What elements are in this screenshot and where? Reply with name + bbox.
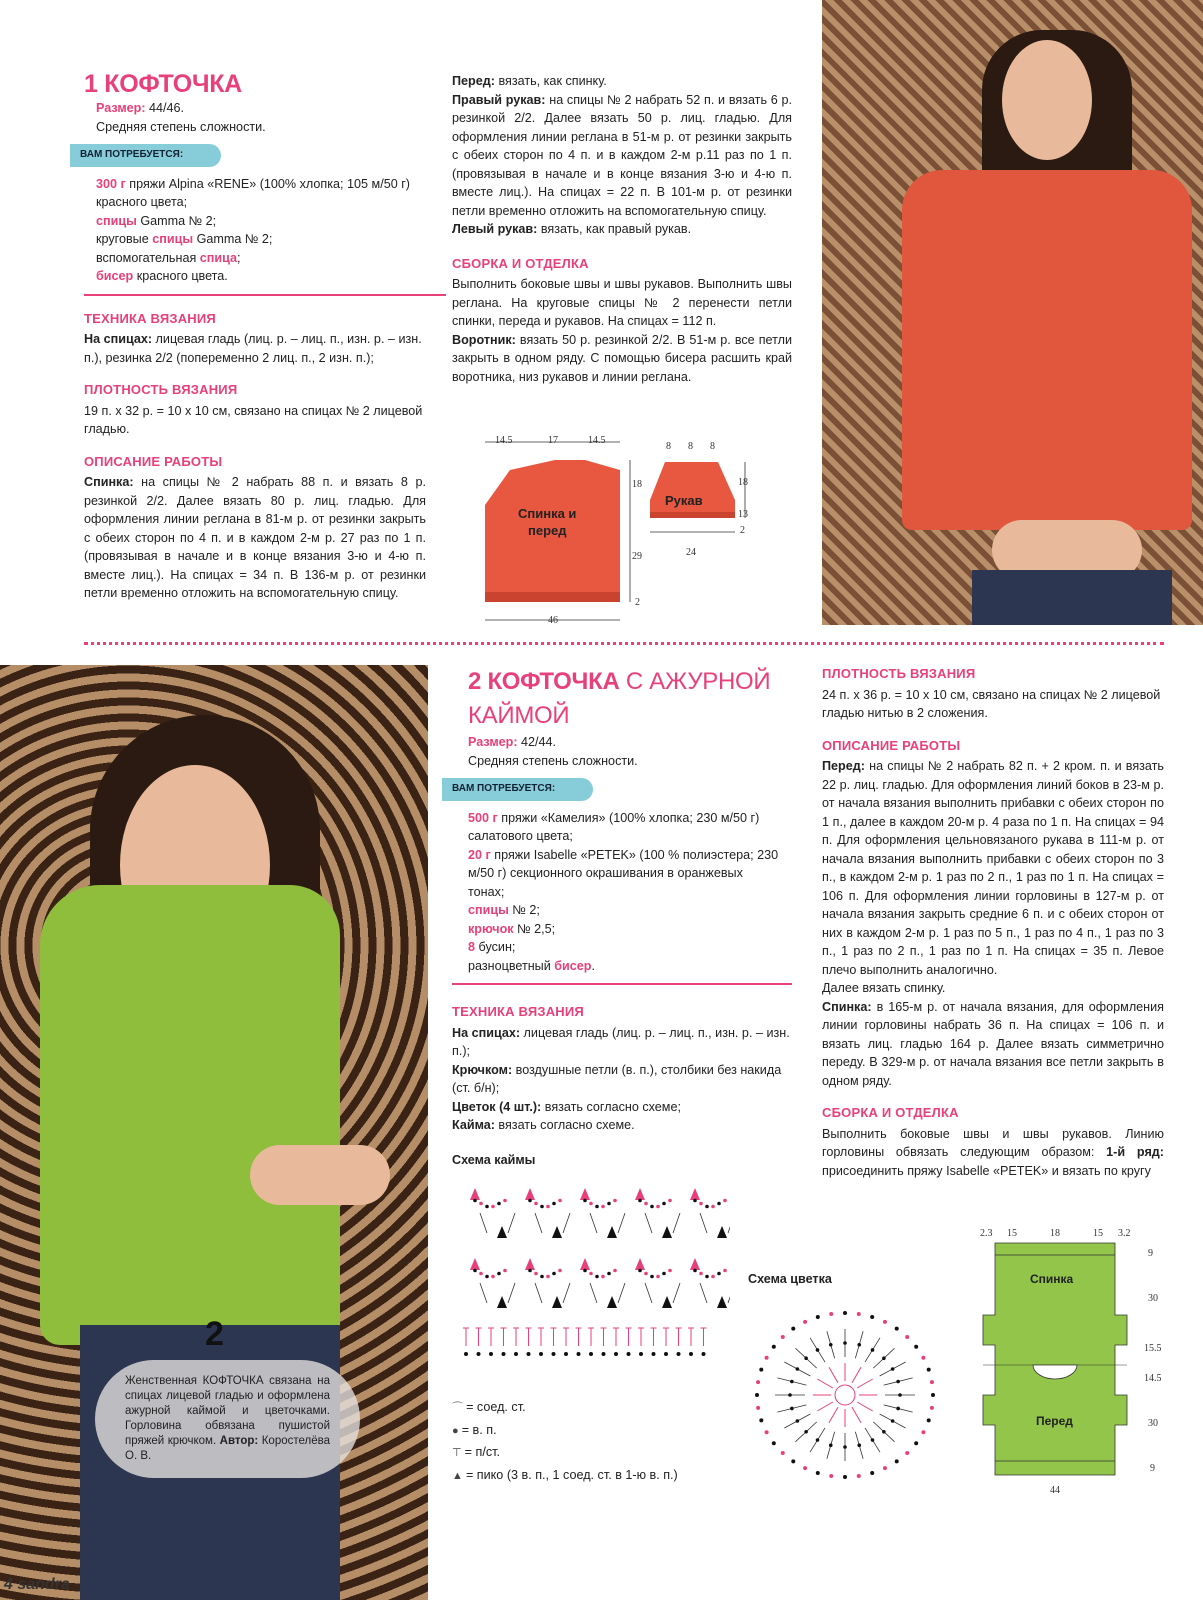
pattern1-material-item: круговые спицы Gamma № 2; (96, 232, 273, 246)
pattern1-materials-list (84, 175, 446, 296)
pattern2-material-item: 500 г пряжи «Камелия» (100% хлопка; 230 м/50 г) салатового цвета; (468, 810, 760, 843)
pattern1-material-item: спицы Gamma № 2; (96, 213, 217, 228)
pattern2-materials-list (452, 809, 792, 986)
scheme-legend (452, 1398, 752, 1488)
pattern2-work-heading: ОПИСАНИЕ РАБОТЫ (822, 737, 961, 753)
pattern1-schematic (470, 430, 770, 630)
pattern1-technique: На спицах: лицевая гладь (лиц. р. – лиц. п., изн. р. – изн. п.), резинка 2/2 (попеременно 2 лиц. п., 2 изн. п.); (84, 332, 422, 365)
pattern2-front-label: Перед (1036, 1414, 1073, 1428)
pattern1-density: 19 п. х 32 р. = 10 х 10 см, связано на спицах № 2 лицевой гладью. (84, 403, 423, 436)
pattern2-assembly-heading: СБОРКА И ОТДЕЛКА (822, 1105, 959, 1120)
sleeve-label: Рукав (665, 493, 703, 508)
pattern1-need-tag: ВАМ ПОТРЕБУЕТСЯ: (70, 144, 221, 167)
pattern2-material-item: крючок № 2,5; (468, 921, 556, 936)
body-rib-band (485, 592, 620, 602)
pattern2-column-right (822, 665, 1164, 1180)
border-scheme (460, 1178, 730, 1378)
dim-sleeve-bottom: 24 (686, 547, 696, 558)
pattern2-back-label: Спинка (1030, 1272, 1074, 1286)
dim-right-2: 30 (1148, 1293, 1158, 1304)
dim-body-right-2: 29 (632, 551, 642, 562)
legend-item: ● = в. п. (452, 1422, 497, 1437)
pattern1-column-left (80, 70, 426, 603)
sleeve-piece-shape (650, 462, 735, 518)
pattern2-back: Спинка: в 165-м р. от начала вязания, для оформления линии горловины набрать 36 п. На спицах = 106 п. и вязать лиц. гладью 164 р. Далее вязать симметрично переду. В 329-м р. от начала вязания все петли закрыть в одном ряду. (822, 999, 1164, 1088)
pattern2-material-item: 8 бусин; (468, 940, 516, 954)
pattern1-material-item: 300 г пряжи Alpina «RENE» (100% хлопка; 105 м/50 г) красного цвета; (96, 176, 410, 209)
pattern1-right-sleeve: Правый рукав: на спицы № 2 набрать 52 п. и вязать 6 р. резинкой 2/2. Далее вязать 50 р. лиц. гладью. Для оформления линии реглана в 51-м р. от резинки закрыть с обеих сторон по 4 п. и в каждом 2-м р.11 раз по 1 п. (провязывая в начале и в конце вязания 3-ю и 4-ю п. вместе лиц.). На спицах = 22 п. В 101-м р. от резинки петли временно отложить на вспомогательную спицу. (452, 92, 792, 218)
pattern2-material-item: 20 г пряжи Isabelle «PETEK» (100 % полиэстера; 230 м/50 г) секционного окрашивания в оранжевых тонах; (468, 847, 779, 899)
dim-sleeve-top-2: 8 (688, 441, 693, 452)
pattern2-density-heading: ПЛОТНОСТЬ ВЯЗАНИЯ (822, 666, 976, 681)
flower-scheme-title: Схема цветка (748, 1272, 832, 1286)
technique-item: На спицах: лицевая гладь (лиц. р. – лиц. п., изн. р. – изн. п.); (452, 1025, 790, 1058)
photo-red-top (822, 0, 1203, 625)
pattern1-density-heading: ПЛОТНОСТЬ ВЯЗАНИЯ (84, 382, 238, 397)
legend-item: ⌒ = соед. ст. (452, 1400, 526, 1414)
dim-top-3: 18 (1050, 1228, 1060, 1239)
pattern1-assembly: Выполнить боковые швы и швы рукавов. Выполнить швы реглана. На круговые спицы № 2 перенести петли спинки, переда и рукавов. На спицах = 112 п. (452, 277, 792, 328)
dim-sleeve-top-1: 8 (666, 441, 671, 452)
pattern2-column-middle (452, 665, 792, 1169)
flower-scheme (750, 1300, 950, 1500)
dim-right-6: 9 (1150, 1463, 1155, 1474)
dim-right-4: 14.5 (1144, 1373, 1162, 1384)
pattern2-density: 24 п. х 36 р. = 10 х 10 см, связано на спицах № 2 лицевой гладью нитью в 2 сложения. (822, 687, 1161, 720)
pattern1-title (84, 70, 426, 99)
dim-body-right-3: 2 (635, 597, 640, 608)
legend-item: ⊤ = п/ст. (452, 1445, 500, 1459)
pattern1-column-middle (452, 72, 792, 386)
dim-body-top-3: 14.5 (588, 435, 606, 446)
dim-body-top-1: 14.5 (495, 435, 513, 446)
page-number: 4 (4, 1575, 13, 1593)
legend-item: ▲ = пико (3 в. п., 1 соед. ст. в 1-ю в. п.) (452, 1467, 678, 1482)
technique-item: Крючком: воздушные петли (в. п.), столбики без накида (ст. б/н); (452, 1062, 782, 1095)
pattern2-difficulty: Средняя степень сложности. (468, 753, 638, 768)
pattern2-schematic (975, 1225, 1145, 1480)
dim-body-bottom: 46 (548, 615, 558, 626)
dim-bottom: 44 (1050, 1485, 1060, 1496)
dim-sleeve-top-3: 8 (710, 441, 715, 452)
pattern1-difficulty: Средняя степень сложности. (96, 119, 266, 134)
pattern2-front-tail: Далее вязать спинку. (822, 981, 946, 995)
dim-right-5: 30 (1148, 1418, 1158, 1429)
dim-sleeve-right-1: 18 (738, 477, 748, 488)
technique-item: Цветок (4 шт.): вязать согласно схеме; (452, 1099, 681, 1114)
pattern1-back: Спинка: на спицы № 2 набрать 88 п. и вязать 8 р. резинкой 2/2. Далее вязать 80 р. лиц. гладью. Для оформления линии реглана в 81-м р. от резинки закрыть с обеих сторон по 4 п. и в каждом 2-м р. 27 раз по 1 п. (провязывая в начале и в конце вязания 3-ю и 4-ю п. вместе лиц.). На спицах = 34 п. В 136-м р. от резинки петли временно отложить на вспомогательную спицу. (84, 475, 426, 600)
body-label-line1: Спинка и (518, 506, 577, 521)
border-scheme-title: Схема каймы (452, 1152, 536, 1167)
dim-top-5: 3.2 (1118, 1228, 1131, 1239)
pattern1-technique-heading: ТЕХНИКА ВЯЗАНИЯ (84, 310, 216, 326)
pattern2-size: Размер: 42/44. (468, 735, 557, 749)
technique-item: Кайма: вязать согласно схеме. (452, 1118, 635, 1132)
body-label-line2: перед (528, 523, 567, 538)
pattern2-material-item: разноцветный бисер. (468, 958, 595, 973)
magazine-brand: sandra (17, 1575, 70, 1593)
dim-sleeve-right-3: 2 (740, 525, 745, 536)
dim-sleeve-right-2: 13 (738, 509, 748, 520)
pattern1-work-heading: ОПИСАНИЕ РАБОТЫ (84, 453, 223, 469)
pattern1-material-item: бисер красного цвета. (96, 269, 228, 283)
dim-top-2: 15 (1007, 1228, 1017, 1239)
dim-top-4: 15 (1093, 1228, 1103, 1239)
pattern2-assembly: Выполнить боковые швы и швы рукавов. Линию горловины обвязать следующим образом: 1-й ряд: присоединить пряжу Isabelle «PETEK» и вязать по кругу (822, 1126, 1164, 1178)
dim-right-1: 9 (1148, 1248, 1153, 1259)
pattern1-assembly-heading: СБОРКА И ОТДЕЛКА (452, 255, 589, 271)
pattern1-title-text: КОФТОЧКА (104, 70, 242, 98)
pattern2-title: 2 КОФТОЧКА С АЖУРНОЙ КАЙМОЙ (468, 668, 771, 729)
pattern2-front: Перед: на спицы № 2 набрать 82 п. + 2 кром. п. и вязать 22 р. лиц. гладью. Для оформления линий боков в 23-м р. от начала вязания выполнить прибавки с обеих сторон по 1 п., далее в каждом 20-м р. 4 раза по 1 п. На спицах = 94 п. Для оформления цельновязаного рукава в 111-м р. от начала вязания выполнить прибавки с обеих сторон по 3 п., в каждом 2-м р. 1 раз по 2 п., 1 раз по 1 п. На спицах = 106 п. Для оформления линии горловины в 127-м р. от начала вязания закрыть средние 6 п. и с обеих сторон от них в каждом 2-м р. 1 раз по 5 п., 1 раз по 4 п., 1 раз по 3 п., 1 раз по 2 п., 1 раз по 1 п. На спицах = 35 п. Левое плечо выполнить аналогично. (822, 759, 1164, 977)
pattern2-need-tag: ВАМ ПОТРЕБУЕТСЯ: (442, 778, 593, 801)
photo2-caption: Женственная КОФТОЧКА связана на спицах лицевой гладью и оформлена ажурной каймой и цветочками. Горловина обвязана пушистой пряжей крючком. Автор: Коростелёва О. В. (95, 1360, 360, 1478)
page-footer (4, 1576, 70, 1595)
dim-right-3: 15.5 (1144, 1343, 1162, 1354)
pattern1-front: Перед: вязать, как спинку. (452, 74, 607, 88)
dim-body-right-1: 18 (632, 479, 642, 490)
dim-top-1: 2.3 (980, 1228, 993, 1239)
section-divider (84, 642, 1164, 645)
sleeve-rib-band (650, 512, 735, 518)
dim-body-top-2: 17 (548, 435, 558, 446)
pattern2-technique-list (452, 1024, 792, 1135)
pattern1-size: Размер: 44/46. (96, 101, 185, 115)
pattern1-collar: Воротник: вязать 50 р. резинкой 2/2. В 51-м р. все петли закрыть в одном ряду. С помощью бисера расшить край воротника, низ рукавов и линии реглана. (452, 332, 792, 384)
pattern2-technique-heading: ТЕХНИКА ВЯЗАНИЯ (452, 1004, 584, 1019)
pattern1-number: 1 (84, 70, 98, 98)
pattern2-material-item: спицы № 2; (468, 903, 540, 917)
pattern1-material-item: вспомогательная спица; (96, 250, 241, 265)
pattern1-left-sleeve: Левый рукав: вязать, как правый рукав. (452, 222, 692, 236)
photo2-number-badge: 2 (205, 1315, 224, 1353)
